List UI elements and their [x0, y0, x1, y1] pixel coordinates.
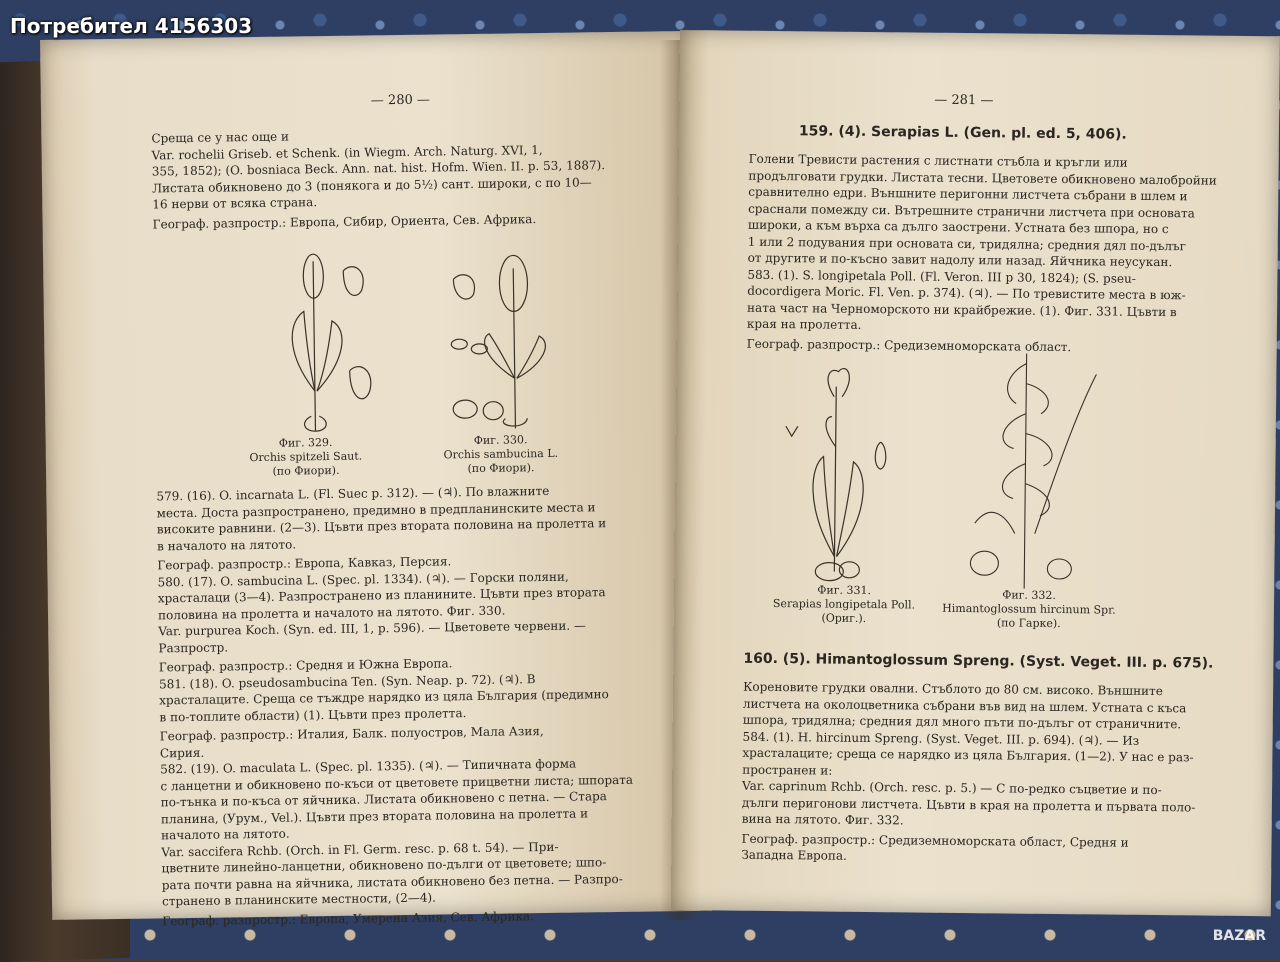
text-line: 584. (1). H. hircinum Spreng. (Syst. Veget. III. p. 694). (♃). — Из: [742, 729, 1140, 748]
text-line: Западна Европа.: [741, 847, 847, 863]
genus-heading-himantoglossum: 160. (5). Himantoglossum Spreng. (Syst. Veget. III. p. 675).: [743, 650, 1214, 672]
text-line: ната част на Черноморското ни крайбрежие. (1). Фиг. 331. Цъвти в: [747, 300, 1177, 319]
text-line: цветните линейно-ланцетни, обикновено по-дълги от цветовете; шпо-: [161, 855, 607, 876]
figure-caption-329: Фиг. 329. Orchis spitzeli Saut. (по Фиори).: [249, 435, 363, 478]
genus-heading-serapias: 159. (4). Serapias L. (Gen. pl. ed. 5, 406).: [798, 123, 1127, 143]
body-text: [156, 481, 682, 929]
right-page: [671, 30, 1280, 916]
text-line: 581. (18). O. pseudosambucina Ten. (Syn. Neap. p. 72). (♃). В: [158, 671, 536, 691]
text-line: продълговати грудки. Листата тесни. Цветовете обикновено малобройни: [748, 168, 1217, 188]
text-line: листчета на околоцветника събрани във вид на шлем. Устната с къса: [742, 696, 1187, 715]
text-line: Географ. разпростр.: Средиземноморската област.: [746, 336, 1072, 354]
text-line: Var. rochelii Griseb. et Schenk. (in Wiegm. Arch. Naturg. XVI, 1,: [151, 142, 543, 162]
bazar-logo: BAZAR: [1212, 928, 1266, 944]
orchis-sambucina-illustration: [423, 238, 576, 435]
text-line: храсталаците. Среща се тъждре нарядко из цяла България (предимно: [159, 687, 609, 708]
text-line: сраснали помежду си. Вътрешните странични листчета при основата: [748, 201, 1195, 220]
text-line: Var. caprinum Rchb. (Orch. resc. p. 5.) — С по-редко съцветие и по-: [742, 778, 1162, 798]
text-line: Географ. разпростр.: Средня и Южна Европа.: [158, 656, 453, 675]
text-line: Var. saccifera Rchb. (Orch. in Fl. Germ. resc. p. 68 t. 54). — При-: [161, 839, 559, 859]
figure-caption-330: Фиг. 330. Orchis sambucina L. (по Фиори).: [443, 433, 559, 476]
text-line: рата почти равна на яйчника, листата обикновено без петна. — Разпро-: [161, 871, 623, 892]
text-line: в началото на лятото.: [156, 536, 297, 553]
text-line: с ланцетни и обикновено по-къси от цветовете прицветни листа; шпората: [160, 772, 634, 793]
text-line: в по-топлите области) (1). Цъвти през пролетта.: [159, 705, 467, 724]
text-line: 583. (1). S. longipetala Poll. (Fl. Veron. III p 30, 1824); (S. pseu-: [747, 267, 1136, 286]
serapias-text: [747, 151, 1249, 357]
text-line: места. Доста разпространено, предимно в предпланинските места и: [156, 499, 596, 520]
text-line: docordigera Moric. Fl. Ven. p. 374). (♃). — По тревистите места в юж-: [747, 283, 1186, 303]
figure-caption-332: Фиг. 332. Himantoglossum hircinum Spr. (по Гарке).: [942, 588, 1116, 631]
text-line: от другите и по-късно завит надолу или назад. Яйчника неусукан.: [747, 250, 1173, 270]
text-line: Географ. разпростр.: Средиземноморската област, Средня и: [741, 831, 1129, 850]
text-line: по-тънка и по-къса от яйчника. Листата обикновено с петна. — Стара: [160, 789, 607, 810]
text-line: планина, (Урум., Vel.). Цъвти през втората половина на пролетта и: [160, 805, 589, 826]
user-watermark: Потребител 4156303: [10, 14, 253, 38]
text-line: Географ. разпростр.: Европа, Сибир, Ориента, Сев. Африка.: [152, 211, 537, 231]
text-line: високите равнини. (2—3). Цъвти през втората половина на пролетта и: [156, 516, 607, 537]
figure-caption-331: Фиг. 331. Serapias longipetala Poll. (Ориг.).: [772, 583, 916, 625]
text-line: Сирия.: [159, 745, 205, 760]
text-line: пространен и:: [742, 762, 833, 778]
text-line: шпора, тридялна; средния дял много пъти по-дълъг от страничните.: [742, 712, 1182, 732]
himantoglossum-text: [741, 679, 1243, 869]
text-line: Кореновите грудки овални. Стъблото до 80 см. високо. Външните: [743, 679, 1163, 699]
text-line: Разпростр.: [158, 639, 229, 655]
text-line: вина на лятото. Фиг. 332.: [741, 811, 904, 828]
text-line: сравнително едри. Външните перигонни листчета събрани в шлем и: [748, 184, 1188, 204]
text-line: 16 нерви от всяка страна.: [152, 195, 318, 212]
text-line: странено в планинските местности, (2—4).: [161, 890, 437, 909]
page-number: — 280 —: [370, 92, 431, 109]
text-line: Географ. разпростр.: Италия, Балк. полуостров, Мала Азия,: [159, 724, 544, 744]
intro-text: [151, 123, 652, 232]
text-line: широки, а към върха са дълго заострени. Устната без шпора, но с: [747, 217, 1169, 237]
text-line: Среща се у нас още и: [151, 129, 290, 146]
text-line: половина на пролетта и началото на лятото. Фиг. 330.: [157, 603, 506, 622]
text-line: 355, 1852); (O. bosniaca Beck. Ann. nat. hist. Hofm. Wien. II. p. 53, 1887).: [151, 158, 606, 179]
text-line: храсталаците; среща се нарядко из цяла България. (1—2). У нас е раз-: [742, 745, 1194, 765]
text-line: началото на лятото.: [161, 826, 290, 843]
text-line: 580. (17). O. sambucina L. (Spec. pl. 1334). (♃). — Горски поляни,: [157, 569, 569, 589]
text-line: дълги перигонови листчета. Цъвти в края на пролетта и първата поло-: [741, 795, 1196, 814]
left-page: [40, 31, 712, 928]
page-number: — 281 —: [934, 92, 994, 109]
text-line: Географ. разпростр.: Европа, Кавказ, Персия.: [157, 554, 452, 573]
text-line: Var. purpurea Koch. (Syn. ed. III, 1, p. 596). — Цветовете червени. —: [158, 618, 587, 639]
text-line: храсталаци (3—4). Разпространено из планините. Цъвти през втората: [157, 585, 606, 606]
text-line: 579. (16). O. incarnata L. (Fl. Suec p. 312). — (♃). По влажните: [156, 483, 550, 504]
text-line: Голени Тревисти растения с листнати стъбла и кръгли или: [748, 151, 1128, 170]
himantoglossum-illustration: [944, 333, 1117, 595]
text-line: Листата обикновено до 3 (понякога и до 5½) сант. широки, с по 10—: [151, 174, 592, 195]
serapias-illustration: [774, 356, 906, 587]
text-line: Географ. разпростр.: Европа, Умерена Азия, Сев. Африка.: [162, 908, 534, 928]
orchis-spitzeli-illustration: [243, 240, 386, 437]
text-line: 582. (19). O. maculata L. (Spec. pl. 1335). (♃). — Типичната форма: [160, 756, 577, 777]
text-line: края на пролетта.: [746, 316, 862, 332]
text-line: 1 или 2 подувания при основата си, тридялна; средния дял по-дълъг: [747, 234, 1187, 253]
